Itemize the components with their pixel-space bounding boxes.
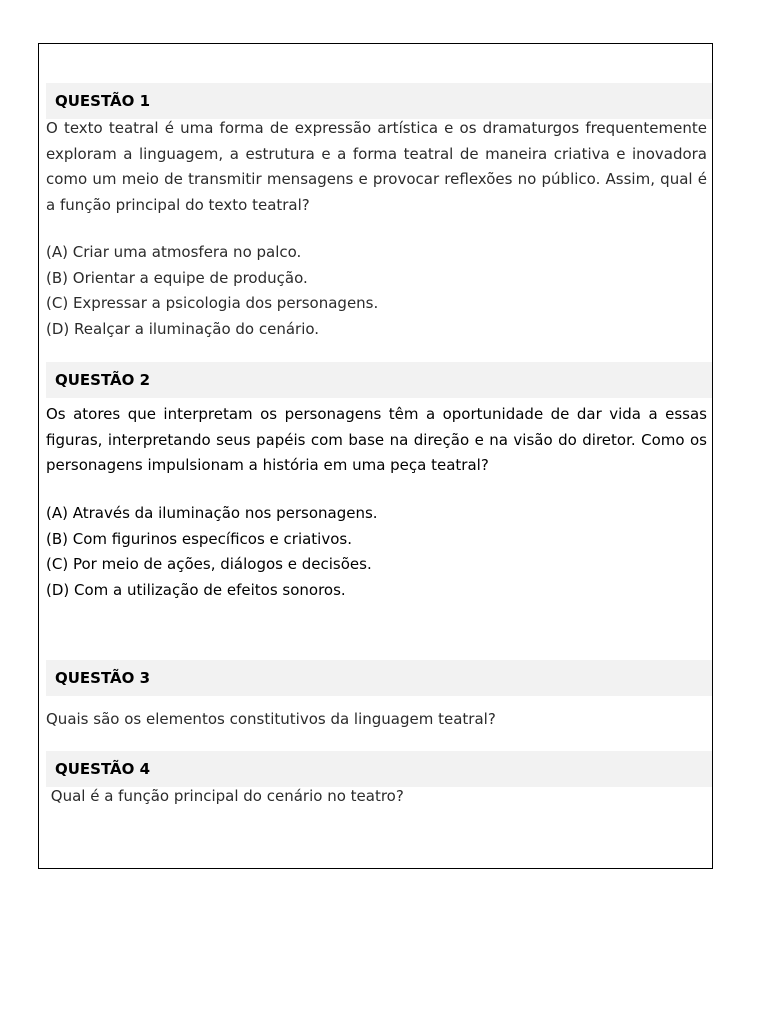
question-3-text: Quais são os elementos constitutivos da linguagem teatral? xyxy=(46,710,496,728)
question-3-header: QUESTÃO 3 xyxy=(46,660,712,696)
option-a: (A) Criar uma atmosfera no palco. xyxy=(46,243,302,261)
question-2-header: QUESTÃO 2 xyxy=(46,362,712,398)
question-2-text: Os atores que interpretam os personagens têm a oportunidade de dar vida a essas figuras, interpretando seus papéis com base na direção e na visão do diretor. Como os personagens impulsionam a história em uma peça teatral? xyxy=(46,405,707,474)
question-1-options xyxy=(46,240,707,342)
question-4-header: QUESTÃO 4 xyxy=(46,751,712,787)
option-d: (D) Com a utilização de efeitos sonoros. xyxy=(46,580,346,599)
question-1-header: QUESTÃO 1 xyxy=(46,83,712,119)
question-2-options xyxy=(46,501,707,603)
option-c: (C) Por meio de ações, diálogos e decisões. xyxy=(46,555,372,573)
option-d: (D) Realçar a iluminação do cenário. xyxy=(46,319,320,338)
question-1-text: O texto teatral é uma forma de expressão artística e os dramaturgos frequentemente exploram a linguagem, a estrutura e a forma teatral de maneira criativa e inovadora como um meio de transmitir mensagens e provocar reflexões no público. Assim, qual é a função principal do texto teatral? xyxy=(46,119,707,214)
question-4-text: Qual é a função principal do cenário no teatro? xyxy=(46,787,404,805)
option-c: (C) Expressar a psicologia dos personagens. xyxy=(46,294,379,312)
option-b: (B) Orientar a equipe de produção. xyxy=(46,268,308,287)
option-b: (B) Com figurinos específicos e criativos. xyxy=(46,529,352,548)
question-sheet xyxy=(38,43,713,869)
option-a: (A) Através da iluminação nos personagens. xyxy=(46,504,378,522)
